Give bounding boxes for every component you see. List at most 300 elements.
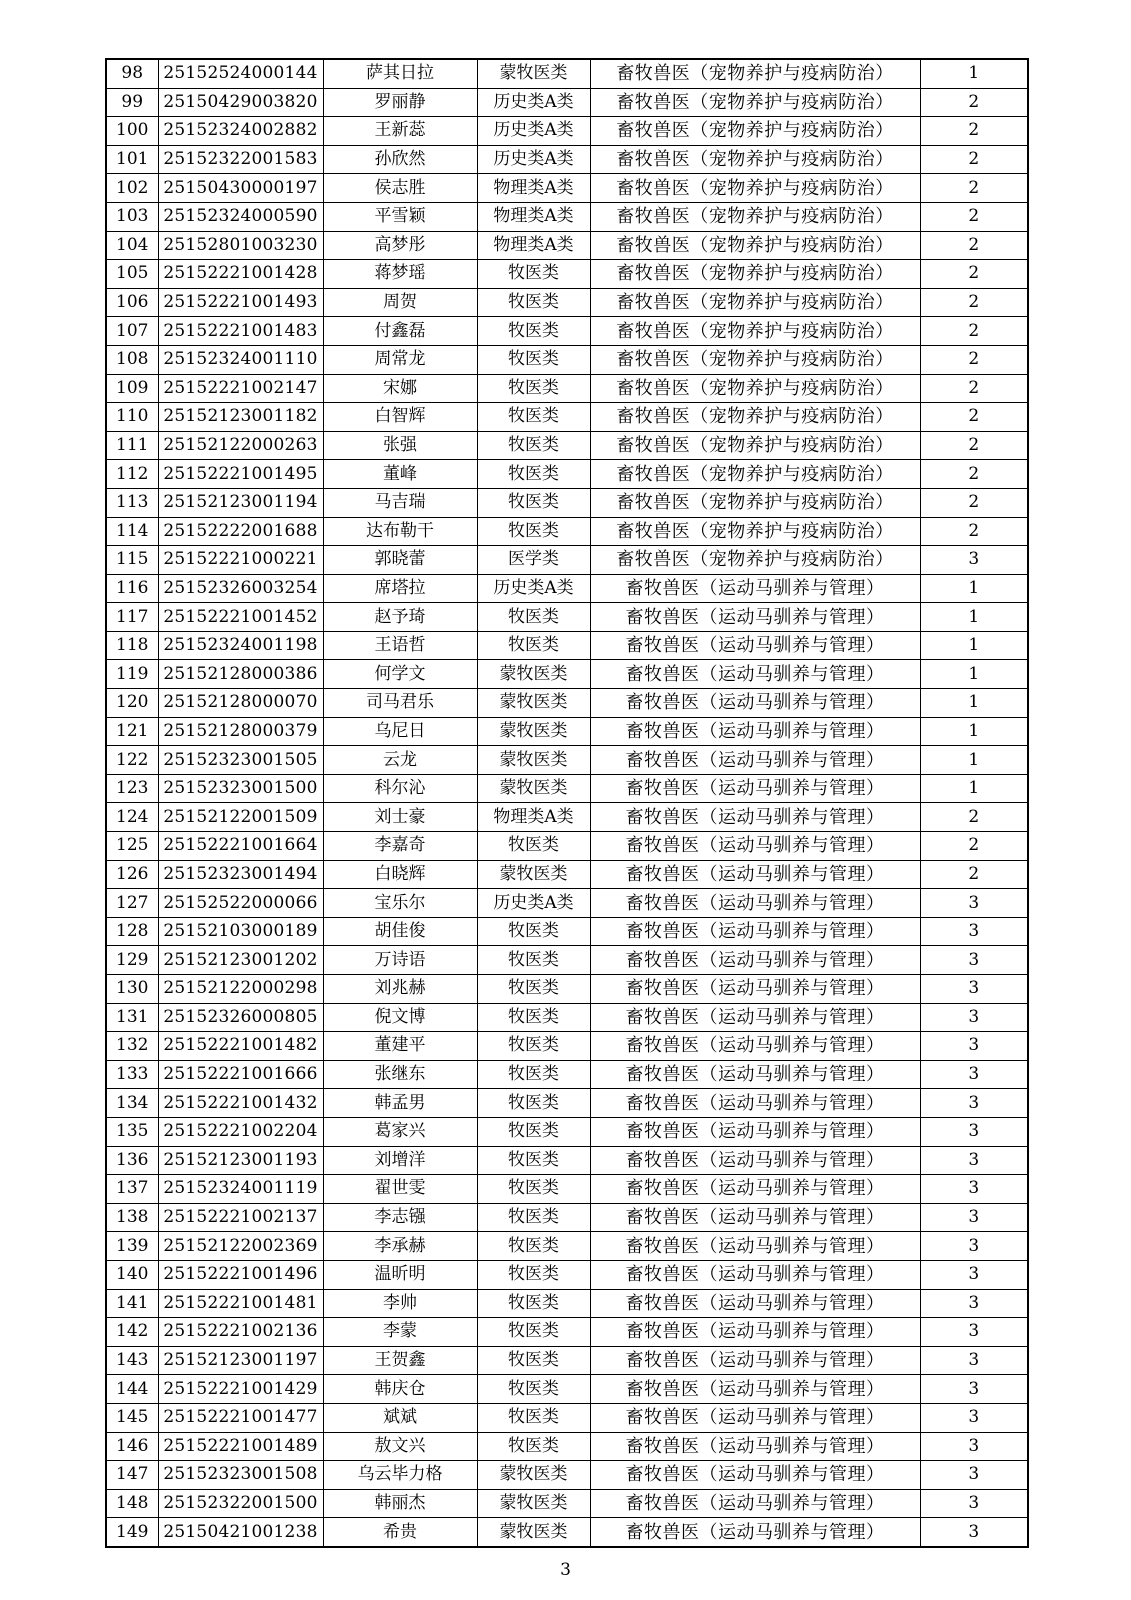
table-row: [106, 1232, 1028, 1261]
table-row: [106, 288, 1028, 317]
table-row: [106, 1318, 1028, 1347]
row-number-cell: 147: [106, 1461, 158, 1490]
exam-id-cell: 25152221001477: [158, 1403, 323, 1432]
category-cell: 牧医类: [477, 317, 590, 346]
category-cell: 牧医类: [477, 1003, 590, 1032]
major-cell: 畜牧兽医（宠物养护与疫病防治）: [590, 174, 920, 203]
batch-cell: 3: [920, 1346, 1028, 1375]
student-name-cell: 达布勒干: [323, 517, 477, 546]
major-cell: 畜牧兽医（宠物养护与疫病防治）: [590, 488, 920, 517]
table-row: [106, 1060, 1028, 1089]
student-name-cell: 王贺鑫: [323, 1346, 477, 1375]
major-cell: 畜牧兽医（宠物养护与疫病防治）: [590, 260, 920, 289]
exam-id-cell: 25152221001481: [158, 1289, 323, 1318]
row-number-cell: 138: [106, 1203, 158, 1232]
major-cell: 畜牧兽医（运动马驯养与管理）: [590, 1146, 920, 1175]
student-name-cell: 白智辉: [323, 403, 477, 432]
table-row: [106, 546, 1028, 575]
batch-cell: 3: [920, 1489, 1028, 1518]
student-name-cell: 王新蕊: [323, 117, 477, 146]
category-cell: 历史类A类: [477, 117, 590, 146]
student-name-cell: 科尔沁: [323, 774, 477, 803]
student-name-cell: 马吉瑞: [323, 488, 477, 517]
row-number-cell: 122: [106, 746, 158, 775]
exam-id-cell: 25152123001182: [158, 403, 323, 432]
student-name-cell: 胡佳俊: [323, 917, 477, 946]
row-number-cell: 134: [106, 1089, 158, 1118]
table-row: [106, 1260, 1028, 1289]
major-cell: 畜牧兽医（运动马驯养与管理）: [590, 1003, 920, 1032]
student-name-cell: 侯志胜: [323, 174, 477, 203]
student-name-cell: 宝乐尔: [323, 889, 477, 918]
exam-id-cell: 25152122000263: [158, 431, 323, 460]
student-name-cell: 李承赫: [323, 1232, 477, 1261]
exam-id-cell: 25152221001428: [158, 260, 323, 289]
major-cell: 畜牧兽医（运动马驯养与管理）: [590, 1346, 920, 1375]
table-row: [106, 1375, 1028, 1404]
batch-cell: 3: [920, 1289, 1028, 1318]
exam-id-cell: 25152323001508: [158, 1461, 323, 1490]
batch-cell: 2: [920, 374, 1028, 403]
batch-cell: 1: [920, 631, 1028, 660]
major-cell: 畜牧兽医（运动马驯养与管理）: [590, 1089, 920, 1118]
batch-cell: 2: [920, 88, 1028, 117]
exam-id-cell: 25152326003254: [158, 574, 323, 603]
batch-cell: 3: [920, 1146, 1028, 1175]
table-row: [106, 746, 1028, 775]
table-row: [106, 117, 1028, 146]
exam-id-cell: 25152322001583: [158, 145, 323, 174]
exam-id-cell: 25152221001489: [158, 1432, 323, 1461]
exam-id-cell: 25152221001495: [158, 460, 323, 489]
major-cell: 畜牧兽医（宠物养护与疫病防治）: [590, 317, 920, 346]
student-name-cell: 倪文博: [323, 1003, 477, 1032]
major-cell: 畜牧兽医（运动马驯养与管理）: [590, 1461, 920, 1490]
major-cell: 畜牧兽医（运动马驯养与管理）: [590, 631, 920, 660]
major-cell: 畜牧兽医（运动马驯养与管理）: [590, 1203, 920, 1232]
major-cell: 畜牧兽医（运动马驯养与管理）: [590, 1175, 920, 1204]
batch-cell: 2: [920, 145, 1028, 174]
major-cell: 畜牧兽医（运动马驯养与管理）: [590, 1289, 920, 1318]
category-cell: 物理类A类: [477, 803, 590, 832]
table-row: [106, 317, 1028, 346]
category-cell: 牧医类: [477, 1232, 590, 1261]
row-number-cell: 142: [106, 1318, 158, 1347]
table-row: [106, 660, 1028, 689]
table-row: [106, 889, 1028, 918]
table-row: [106, 1175, 1028, 1204]
student-name-cell: 希贵: [323, 1518, 477, 1547]
batch-cell: 1: [920, 660, 1028, 689]
student-name-cell: 周常龙: [323, 345, 477, 374]
major-cell: 畜牧兽医（运动马驯养与管理）: [590, 717, 920, 746]
row-number-cell: 130: [106, 975, 158, 1004]
category-cell: 牧医类: [477, 603, 590, 632]
exam-id-cell: 25152323001494: [158, 860, 323, 889]
exam-id-cell: 25152323001500: [158, 774, 323, 803]
exam-id-cell: 25150429003820: [158, 88, 323, 117]
table-row: [106, 1089, 1028, 1118]
category-cell: 牧医类: [477, 431, 590, 460]
student-name-cell: 韩庆仓: [323, 1375, 477, 1404]
student-name-cell: 刘兆赫: [323, 975, 477, 1004]
major-cell: 畜牧兽医（运动马驯养与管理）: [590, 603, 920, 632]
exam-id-cell: 25152122002369: [158, 1232, 323, 1261]
table-row: [106, 460, 1028, 489]
row-number-cell: 145: [106, 1403, 158, 1432]
row-number-cell: 139: [106, 1232, 158, 1261]
table-row: [106, 1289, 1028, 1318]
exam-id-cell: 25152122000298: [158, 975, 323, 1004]
category-cell: 牧医类: [477, 288, 590, 317]
student-name-cell: 张强: [323, 431, 477, 460]
exam-id-cell: 25152221001452: [158, 603, 323, 632]
student-name-cell: 席塔拉: [323, 574, 477, 603]
major-cell: 畜牧兽医（运动马驯养与管理）: [590, 1117, 920, 1146]
major-cell: 畜牧兽医（宠物养护与疫病防治）: [590, 517, 920, 546]
category-cell: 牧医类: [477, 1432, 590, 1461]
exam-id-cell: 25152123001197: [158, 1346, 323, 1375]
exam-id-cell: 25152522000066: [158, 889, 323, 918]
category-cell: 牧医类: [477, 460, 590, 489]
table-row: [106, 1518, 1028, 1547]
major-cell: 畜牧兽医（运动马驯养与管理）: [590, 1060, 920, 1089]
category-cell: 蒙牧医类: [477, 1489, 590, 1518]
row-number-cell: 115: [106, 546, 158, 575]
major-cell: 畜牧兽医（运动马驯养与管理）: [590, 975, 920, 1004]
table-row: [106, 174, 1028, 203]
category-cell: 牧医类: [477, 260, 590, 289]
category-cell: 牧医类: [477, 1346, 590, 1375]
student-name-cell: 白晓辉: [323, 860, 477, 889]
row-number-cell: 128: [106, 917, 158, 946]
category-cell: 牧医类: [477, 1318, 590, 1347]
table-row: [106, 1032, 1028, 1061]
table-row: [106, 1432, 1028, 1461]
batch-cell: 3: [920, 1403, 1028, 1432]
table-row: [106, 1117, 1028, 1146]
major-cell: 畜牧兽医（宠物养护与疫病防治）: [590, 546, 920, 575]
batch-cell: 1: [920, 746, 1028, 775]
student-name-cell: 董建平: [323, 1032, 477, 1061]
table-row: [106, 403, 1028, 432]
row-number-cell: 133: [106, 1060, 158, 1089]
major-cell: 畜牧兽医（宠物养护与疫病防治）: [590, 288, 920, 317]
major-cell: 畜牧兽医（运动马驯养与管理）: [590, 1403, 920, 1432]
student-name-cell: 付鑫磊: [323, 317, 477, 346]
student-name-cell: 万诗语: [323, 946, 477, 975]
student-name-cell: 高梦彤: [323, 231, 477, 260]
exam-id-cell: 25152524000144: [158, 59, 323, 88]
table-row: [106, 1203, 1028, 1232]
row-number-cell: 126: [106, 860, 158, 889]
row-number-cell: 123: [106, 774, 158, 803]
table-row: [106, 59, 1028, 88]
row-number-cell: 121: [106, 717, 158, 746]
batch-cell: 1: [920, 689, 1028, 718]
row-number-cell: 125: [106, 832, 158, 861]
exam-id-cell: 25152221001664: [158, 832, 323, 861]
student-name-cell: 孙欣然: [323, 145, 477, 174]
batch-cell: 3: [920, 1518, 1028, 1547]
category-cell: 蒙牧医类: [477, 1518, 590, 1547]
category-cell: 蒙牧医类: [477, 860, 590, 889]
batch-cell: 3: [920, 1461, 1028, 1490]
batch-cell: 3: [920, 946, 1028, 975]
table-row: [106, 946, 1028, 975]
student-roster-table: [105, 58, 1029, 1548]
row-number-cell: 100: [106, 117, 158, 146]
batch-cell: 2: [920, 174, 1028, 203]
student-name-cell: 乌云毕力格: [323, 1461, 477, 1490]
table-row: [106, 631, 1028, 660]
category-cell: 牧医类: [477, 517, 590, 546]
batch-cell: 2: [920, 117, 1028, 146]
category-cell: 牧医类: [477, 1146, 590, 1175]
major-cell: 畜牧兽医（宠物养护与疫病防治）: [590, 431, 920, 460]
major-cell: 畜牧兽医（运动马驯养与管理）: [590, 1232, 920, 1261]
major-cell: 畜牧兽医（运动马驯养与管理）: [590, 1260, 920, 1289]
batch-cell: 3: [920, 917, 1028, 946]
page-number: 3: [560, 1560, 571, 1580]
major-cell: 畜牧兽医（运动马驯养与管理）: [590, 1432, 920, 1461]
exam-id-cell: 25152221002137: [158, 1203, 323, 1232]
row-number-cell: 107: [106, 317, 158, 346]
category-cell: 历史类A类: [477, 145, 590, 174]
exam-id-cell: 25152324000590: [158, 202, 323, 231]
batch-cell: 1: [920, 603, 1028, 632]
student-name-cell: 乌尼日: [323, 717, 477, 746]
student-name-cell: 何学文: [323, 660, 477, 689]
exam-id-cell: 25152801003230: [158, 231, 323, 260]
category-cell: 历史类A类: [477, 889, 590, 918]
row-number-cell: 135: [106, 1117, 158, 1146]
table-row: [106, 231, 1028, 260]
table-row: [106, 717, 1028, 746]
batch-cell: 2: [920, 317, 1028, 346]
row-number-cell: 141: [106, 1289, 158, 1318]
table-row: [106, 1003, 1028, 1032]
batch-cell: 3: [920, 1089, 1028, 1118]
exam-id-cell: 25152128000070: [158, 689, 323, 718]
batch-cell: 1: [920, 774, 1028, 803]
table-row: [106, 832, 1028, 861]
student-name-cell: 敖文兴: [323, 1432, 477, 1461]
batch-cell: 3: [920, 546, 1028, 575]
batch-cell: 3: [920, 1318, 1028, 1347]
major-cell: 畜牧兽医（宠物养护与疫病防治）: [590, 88, 920, 117]
batch-cell: 2: [920, 517, 1028, 546]
batch-cell: 2: [920, 403, 1028, 432]
batch-cell: 3: [920, 1203, 1028, 1232]
major-cell: 畜牧兽医（运动马驯养与管理）: [590, 689, 920, 718]
category-cell: 物理类A类: [477, 174, 590, 203]
batch-cell: 3: [920, 1060, 1028, 1089]
student-name-cell: 王语哲: [323, 631, 477, 660]
exam-id-cell: 25152221001432: [158, 1089, 323, 1118]
exam-id-cell: 25152221001666: [158, 1060, 323, 1089]
exam-id-cell: 25152123001193: [158, 1146, 323, 1175]
batch-cell: 2: [920, 832, 1028, 861]
table-row: [106, 202, 1028, 231]
student-name-cell: 韩丽杰: [323, 1489, 477, 1518]
table-row: [106, 917, 1028, 946]
category-cell: 牧医类: [477, 1403, 590, 1432]
category-cell: 牧医类: [477, 631, 590, 660]
row-number-cell: 129: [106, 946, 158, 975]
category-cell: 物理类A类: [477, 202, 590, 231]
student-name-cell: 李帅: [323, 1289, 477, 1318]
batch-cell: 3: [920, 1260, 1028, 1289]
major-cell: 畜牧兽医（宠物养护与疫病防治）: [590, 145, 920, 174]
major-cell: 畜牧兽医（运动马驯养与管理）: [590, 917, 920, 946]
exam-id-cell: 25152324001198: [158, 631, 323, 660]
exam-id-cell: 25152221001493: [158, 288, 323, 317]
major-cell: 畜牧兽医（运动马驯养与管理）: [590, 1518, 920, 1547]
exam-id-cell: 25152324001110: [158, 345, 323, 374]
row-number-cell: 146: [106, 1432, 158, 1461]
exam-id-cell: 25152326000805: [158, 1003, 323, 1032]
roster-body: [106, 59, 1028, 1547]
major-cell: 畜牧兽医（运动马驯养与管理）: [590, 832, 920, 861]
major-cell: 畜牧兽医（运动马驯养与管理）: [590, 660, 920, 689]
category-cell: 牧医类: [477, 975, 590, 1004]
row-number-cell: 116: [106, 574, 158, 603]
major-cell: 畜牧兽医（宠物养护与疫病防治）: [590, 202, 920, 231]
major-cell: 畜牧兽医（运动马驯养与管理）: [590, 1318, 920, 1347]
category-cell: 牧医类: [477, 345, 590, 374]
exam-id-cell: 25150430000197: [158, 174, 323, 203]
table-row: [106, 431, 1028, 460]
row-number-cell: 109: [106, 374, 158, 403]
table-row: [106, 1403, 1028, 1432]
row-number-cell: 127: [106, 889, 158, 918]
row-number-cell: 124: [106, 803, 158, 832]
batch-cell: 3: [920, 1032, 1028, 1061]
batch-cell: 2: [920, 260, 1028, 289]
batch-cell: 2: [920, 288, 1028, 317]
student-name-cell: 郭晓蕾: [323, 546, 477, 575]
student-name-cell: 蒋梦瑶: [323, 260, 477, 289]
category-cell: 牧医类: [477, 1260, 590, 1289]
category-cell: 物理类A类: [477, 231, 590, 260]
category-cell: 蒙牧医类: [477, 774, 590, 803]
category-cell: 牧医类: [477, 1175, 590, 1204]
student-name-cell: 韩孟男: [323, 1089, 477, 1118]
exam-id-cell: 25152128000379: [158, 717, 323, 746]
row-number-cell: 112: [106, 460, 158, 489]
exam-id-cell: 25150421001238: [158, 1518, 323, 1547]
table-row: [106, 603, 1028, 632]
batch-cell: 3: [920, 975, 1028, 1004]
row-number-cell: 108: [106, 345, 158, 374]
exam-id-cell: 25152324001119: [158, 1175, 323, 1204]
category-cell: 牧医类: [477, 1032, 590, 1061]
row-number-cell: 106: [106, 288, 158, 317]
student-name-cell: 云龙: [323, 746, 477, 775]
exam-id-cell: 25152222001688: [158, 517, 323, 546]
category-cell: 蒙牧医类: [477, 689, 590, 718]
student-name-cell: 平雪颖: [323, 202, 477, 231]
category-cell: 蒙牧医类: [477, 717, 590, 746]
exam-id-cell: 25152221001482: [158, 1032, 323, 1061]
table-row: [106, 1461, 1028, 1490]
major-cell: 畜牧兽医（运动马驯养与管理）: [590, 1489, 920, 1518]
batch-cell: 2: [920, 860, 1028, 889]
exam-id-cell: 25152323001505: [158, 746, 323, 775]
row-number-cell: 114: [106, 517, 158, 546]
exam-id-cell: 25152221002147: [158, 374, 323, 403]
row-number-cell: 137: [106, 1175, 158, 1204]
category-cell: 牧医类: [477, 488, 590, 517]
major-cell: 畜牧兽医（运动马驯养与管理）: [590, 860, 920, 889]
exam-id-cell: 25152221000221: [158, 546, 323, 575]
row-number-cell: 101: [106, 145, 158, 174]
student-name-cell: 宋娜: [323, 374, 477, 403]
student-name-cell: 翟世雯: [323, 1175, 477, 1204]
batch-cell: 2: [920, 488, 1028, 517]
category-cell: 历史类A类: [477, 88, 590, 117]
batch-cell: 3: [920, 1117, 1028, 1146]
exam-id-cell: 25152128000386: [158, 660, 323, 689]
major-cell: 畜牧兽医（宠物养护与疫病防治）: [590, 59, 920, 88]
batch-cell: 3: [920, 1375, 1028, 1404]
student-name-cell: 温昕明: [323, 1260, 477, 1289]
student-name-cell: 刘士豪: [323, 803, 477, 832]
table-row: [106, 689, 1028, 718]
category-cell: 牧医类: [477, 374, 590, 403]
table-row: [106, 488, 1028, 517]
table-row: [106, 774, 1028, 803]
batch-cell: 3: [920, 1175, 1028, 1204]
major-cell: 畜牧兽医（运动马驯养与管理）: [590, 803, 920, 832]
row-number-cell: 110: [106, 403, 158, 432]
batch-cell: 3: [920, 1003, 1028, 1032]
student-name-cell: 萨其日拉: [323, 59, 477, 88]
major-cell: 畜牧兽医（运动马驯养与管理）: [590, 946, 920, 975]
table-row: [106, 1146, 1028, 1175]
row-number-cell: 143: [106, 1346, 158, 1375]
exam-id-cell: 25152103000189: [158, 917, 323, 946]
major-cell: 畜牧兽医（宠物养护与疫病防治）: [590, 231, 920, 260]
row-number-cell: 102: [106, 174, 158, 203]
row-number-cell: 113: [106, 488, 158, 517]
row-number-cell: 99: [106, 88, 158, 117]
table-row: [106, 1489, 1028, 1518]
row-number-cell: 131: [106, 1003, 158, 1032]
row-number-cell: 120: [106, 689, 158, 718]
category-cell: 蒙牧医类: [477, 1461, 590, 1490]
batch-cell: 2: [920, 202, 1028, 231]
exam-id-cell: 25152322001500: [158, 1489, 323, 1518]
row-number-cell: 104: [106, 231, 158, 260]
table-row: [106, 88, 1028, 117]
table-row: [106, 517, 1028, 546]
table-row: [106, 1346, 1028, 1375]
student-name-cell: 斌斌: [323, 1403, 477, 1432]
exam-id-cell: 25152123001194: [158, 488, 323, 517]
batch-cell: 1: [920, 717, 1028, 746]
major-cell: 畜牧兽医（宠物养护与疫病防治）: [590, 345, 920, 374]
row-number-cell: 148: [106, 1489, 158, 1518]
row-number-cell: 119: [106, 660, 158, 689]
category-cell: 牧医类: [477, 1289, 590, 1318]
batch-cell: 3: [920, 889, 1028, 918]
row-number-cell: 132: [106, 1032, 158, 1061]
batch-cell: 2: [920, 431, 1028, 460]
table-row: [106, 345, 1028, 374]
exam-id-cell: 25152123001202: [158, 946, 323, 975]
